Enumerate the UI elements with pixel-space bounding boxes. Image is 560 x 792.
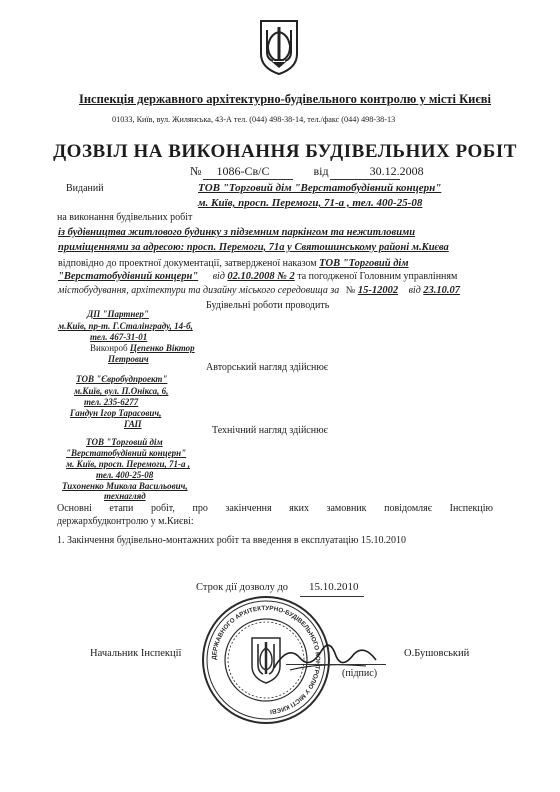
works-by-label: Будівельні роботи проводить xyxy=(206,300,330,311)
signer-position: Начальник Інспекції xyxy=(90,648,182,659)
author-org: ТОВ "Євробудпроект" xyxy=(76,374,168,384)
contractor-address: м.Київ, пр-т. Г.Сталінграду, 14-б, xyxy=(58,321,193,331)
contractor-name: ДП "Партнер" xyxy=(87,309,149,319)
agreement-number-sign: № xyxy=(345,285,356,296)
issued-company: ТОВ "Торговий дім "Верстатобудівний концерн" xyxy=(198,182,442,194)
contractor-phone: тел. 467-31-01 xyxy=(90,332,148,342)
approved-by-text: відповідно до проектної документації, затвердженої наказом xyxy=(58,258,317,269)
stages-text-2: держархбудконтролю у м.Києві: xyxy=(57,516,194,527)
stages-text-1: Основні етапи робіт, про закінчення яких замовник повідомляє Інспекцію xyxy=(57,503,493,514)
author-phone: тел. 235-6277 xyxy=(84,397,139,407)
tech-org-2: "Верстатобудівний концерн" xyxy=(66,448,187,458)
permit-date-prefix: від xyxy=(313,164,329,178)
tech-supervision-label: Технічний нагляд здійснює xyxy=(212,425,328,436)
trident-emblem-icon xyxy=(258,18,300,76)
contractor-manager xyxy=(90,343,195,353)
construction-line-2: приміщеннями за адресою: просп. Перемоги, 71а у Святошинському районі м.Києва xyxy=(58,242,449,253)
signature-line xyxy=(286,664,386,665)
order-date-prefix: від xyxy=(212,271,225,282)
manager-name-cont: Петрович xyxy=(108,354,149,364)
construction-line-5 xyxy=(58,285,460,296)
issued-address: м. Київ, просп. Перемоги, 71-а , тел. 400-25-08 xyxy=(198,197,423,209)
signature-caption: (підпис) xyxy=(342,668,378,679)
validity-date: 15.10.2010 xyxy=(309,581,359,593)
tech-address: м. Київ, просп. Перемоги, 71-а , xyxy=(66,459,191,469)
stage-1: 1. Закінчення будівельно-монтажних робіт та введення в експлуатацію 15.10.2010 xyxy=(57,535,407,546)
approved-company-cont: "Верстатобудівний концерн" xyxy=(58,271,199,282)
tech-org-1: ТОВ "Торговий дім xyxy=(86,437,163,447)
validity-label: Строк дії дозволу до xyxy=(196,582,289,593)
date-underline xyxy=(330,179,400,180)
author-supervision-label: Авторський нагляд здійснює xyxy=(206,362,329,373)
permit-date: 30.12.2008 xyxy=(369,164,424,178)
seal-text: ДЕРЖАВНОГО АРХІТЕКТУРНО-БУДІВЕЛЬНОГО КОНТРОЛЮ У МІСТІ КИЄВІ xyxy=(210,604,322,715)
signer-name: О.Бушовський xyxy=(404,648,470,659)
inspection-address: 01033, Київ, вул. Жилянська, 43-А тел. (044) 498-38-14, тел./факс (044) 498-38-13 xyxy=(112,115,396,124)
agreed-by-text: та погодженої Головним управлінням xyxy=(297,271,458,282)
construction-line-4 xyxy=(58,271,457,282)
permit-number: 1086-Св/С xyxy=(216,164,270,178)
manager-label: Виконроб xyxy=(90,343,128,353)
inspection-name: Інспекція державного архітектурно-будівельного контролю у місті Києві xyxy=(78,92,491,106)
purpose-label: на виконання будівельних робіт xyxy=(57,212,193,223)
order-date: 02.10.2008 № 2 xyxy=(227,271,295,282)
author-role: ГАП xyxy=(124,419,142,429)
document-title: ДОЗВІЛ НА ВИКОНАННЯ БУДІВЕЛЬНИХ РОБІТ xyxy=(53,141,517,162)
number-underline xyxy=(203,179,293,180)
agreement-number: 15-12002 xyxy=(357,285,399,296)
permit-number-row xyxy=(190,164,424,179)
construction-line-1: із будівництва житлового будинку з підземним паркінгом та нежитловими xyxy=(58,227,416,238)
agreement-date: 23.10.07 xyxy=(423,285,461,296)
tech-phone: тел. 400-25-08 xyxy=(96,470,154,480)
manager-name: Цепенко Віктор xyxy=(129,343,195,353)
author-person: Гандун Ігор Тарасович, xyxy=(70,408,162,418)
number-sign: № xyxy=(190,164,202,178)
approved-by-company: ТОВ "Торговий дім xyxy=(319,258,409,269)
issued-label: Виданий xyxy=(66,183,104,194)
tech-role: технагляд xyxy=(104,491,146,501)
agreement-date-prefix: від xyxy=(408,285,421,296)
urban-dept-text: містобудування, архітектури та дизайну міського середовища за xyxy=(58,285,340,296)
construction-line-3 xyxy=(58,258,409,269)
author-address: м.Київ, вул. П.Онікса, 6, xyxy=(74,386,169,396)
tech-person: Тихоненко Микола Васильович, xyxy=(62,481,188,491)
